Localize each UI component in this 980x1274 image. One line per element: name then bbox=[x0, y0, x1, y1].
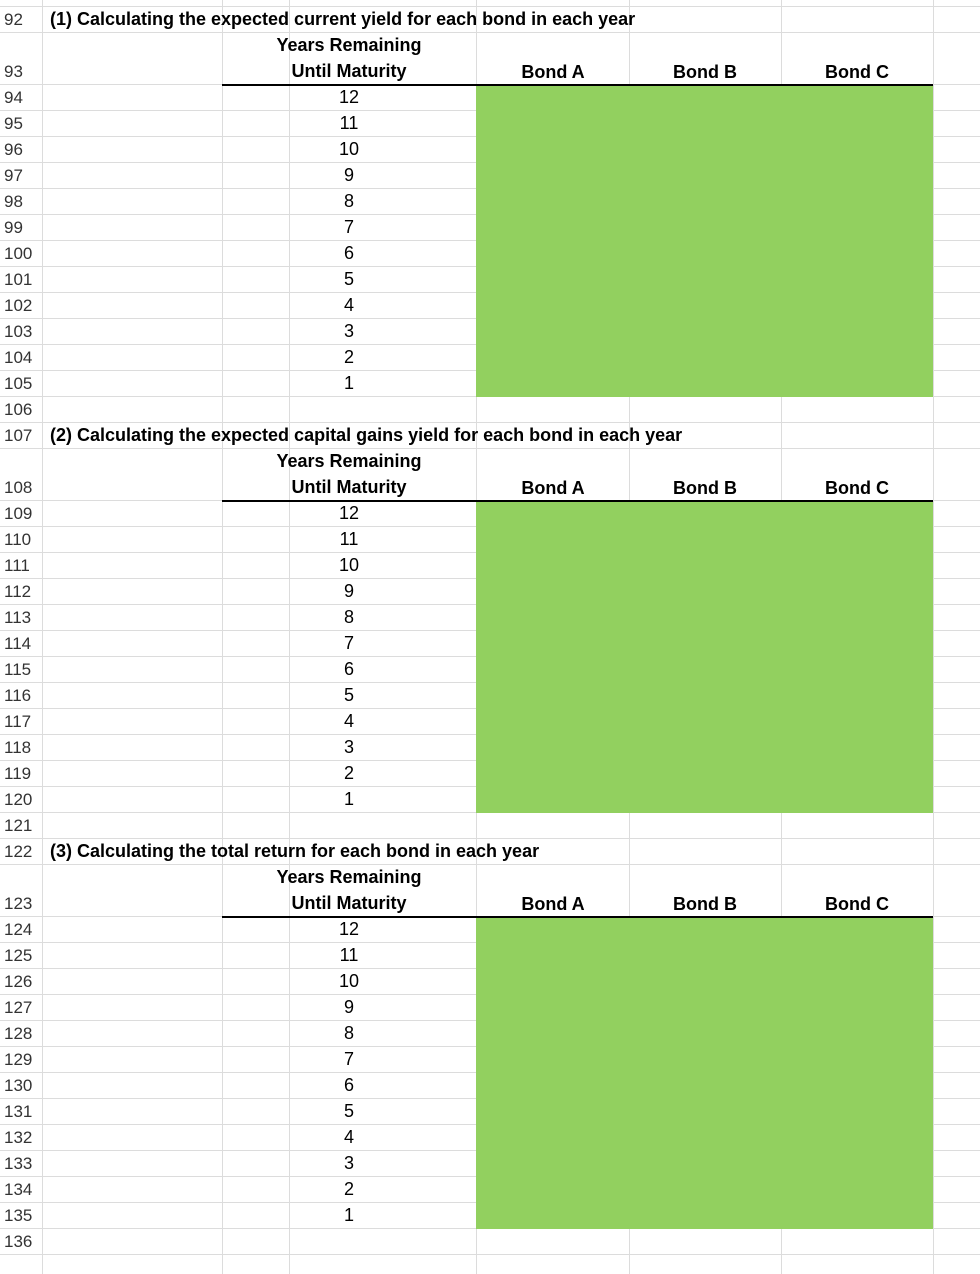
row-number[interactable]: 123 bbox=[4, 894, 33, 913]
row-number[interactable]: 107 bbox=[4, 426, 33, 445]
years-remaining-cell[interactable]: 2 bbox=[343, 763, 354, 783]
years-remaining-cell[interactable]: 5 bbox=[343, 1101, 354, 1121]
bond-input-range[interactable] bbox=[476, 86, 933, 397]
section-header-row bbox=[0, 33, 980, 85]
section-title[interactable]: (3) Calculating the total return for each bond in each year bbox=[50, 841, 540, 861]
bond-header-c[interactable]: Bond C bbox=[825, 62, 889, 82]
bond-header-c[interactable]: Bond C bbox=[825, 478, 889, 498]
row-number[interactable]: 97 bbox=[4, 166, 23, 185]
years-remaining-cell[interactable]: 9 bbox=[343, 165, 354, 185]
row-number[interactable]: 116 bbox=[4, 686, 32, 705]
row-number[interactable]: 118 bbox=[4, 738, 32, 757]
years-remaining-cell[interactable]: 11 bbox=[339, 945, 359, 965]
row-number[interactable]: 130 bbox=[4, 1076, 33, 1095]
row-number[interactable]: 94 bbox=[4, 88, 23, 107]
section-header-row bbox=[0, 865, 980, 917]
years-remaining-cell[interactable]: 12 bbox=[338, 503, 360, 523]
years-remaining-cell[interactable]: 10 bbox=[338, 971, 360, 991]
bond-header-c[interactable]: Bond C bbox=[825, 894, 889, 914]
row-number[interactable]: 98 bbox=[4, 192, 23, 211]
years-remaining-cell[interactable]: 8 bbox=[343, 607, 354, 627]
row-number[interactable]: 127 bbox=[4, 998, 33, 1017]
blank-row bbox=[0, 813, 980, 839]
bond-header-a[interactable]: Bond A bbox=[521, 894, 585, 914]
years-remaining-cell[interactable]: 1 bbox=[343, 373, 354, 393]
bond-header-b[interactable]: Bond B bbox=[673, 478, 737, 498]
row-number[interactable]: 100 bbox=[4, 244, 33, 263]
row-number[interactable]: 106 bbox=[4, 400, 33, 419]
row-number[interactable]: 115 bbox=[4, 660, 32, 679]
row-number[interactable]: 92 bbox=[4, 10, 23, 29]
row-number[interactable]: 131 bbox=[4, 1102, 33, 1121]
row-number[interactable]: 124 bbox=[4, 920, 33, 939]
years-remaining-cell[interactable]: 12 bbox=[338, 919, 360, 939]
years-remaining-cell[interactable]: 4 bbox=[343, 295, 354, 315]
row-number[interactable]: 109 bbox=[4, 504, 33, 523]
bond-header-b[interactable]: Bond B bbox=[673, 62, 737, 82]
years-remaining-cell[interactable]: 6 bbox=[343, 659, 354, 679]
years-remaining-header-line2[interactable]: Until Maturity bbox=[291, 61, 407, 81]
row-number[interactable]: 128 bbox=[4, 1024, 33, 1043]
blank-row bbox=[0, 397, 980, 423]
years-remaining-cell[interactable]: 1 bbox=[343, 789, 354, 809]
bond-header-a[interactable]: Bond A bbox=[521, 478, 585, 498]
row-number[interactable]: 117 bbox=[4, 712, 32, 731]
years-remaining-header-line1[interactable]: Years Remaining bbox=[276, 35, 422, 55]
years-remaining-cell[interactable]: 11 bbox=[339, 529, 359, 549]
years-remaining-cell[interactable]: 5 bbox=[343, 685, 354, 705]
years-remaining-cell[interactable]: 4 bbox=[343, 1127, 354, 1147]
years-remaining-cell[interactable]: 2 bbox=[343, 347, 354, 367]
years-remaining-cell[interactable]: 5 bbox=[343, 269, 354, 289]
row-number[interactable]: 119 bbox=[4, 764, 32, 783]
row-number[interactable]: 101 bbox=[4, 270, 33, 289]
row-number[interactable]: 110 bbox=[4, 530, 32, 549]
row-number[interactable]: 125 bbox=[4, 946, 33, 965]
row-number[interactable]: 122 bbox=[4, 842, 33, 861]
row-number[interactable]: 135 bbox=[4, 1206, 33, 1225]
section-title-row bbox=[0, 839, 980, 865]
row-number[interactable]: 102 bbox=[4, 296, 33, 315]
blank-row bbox=[0, 1229, 980, 1255]
row-number[interactable]: 136 bbox=[4, 1232, 33, 1251]
years-remaining-cell[interactable]: 7 bbox=[343, 1049, 354, 1069]
years-remaining-header-line2[interactable]: Until Maturity bbox=[291, 477, 407, 497]
years-remaining-cell[interactable]: 7 bbox=[343, 217, 354, 237]
row-number[interactable]: 120 bbox=[4, 790, 33, 809]
years-remaining-cell[interactable]: 8 bbox=[343, 1023, 354, 1043]
years-remaining-cell[interactable]: 6 bbox=[343, 1075, 354, 1095]
years-remaining-cell[interactable]: 9 bbox=[343, 581, 354, 601]
row-number[interactable]: 108 bbox=[4, 478, 33, 497]
years-remaining-header-line1[interactable]: Years Remaining bbox=[276, 451, 422, 471]
row-number[interactable]: 111 bbox=[4, 556, 30, 575]
years-remaining-header-line1[interactable]: Years Remaining bbox=[276, 867, 422, 887]
partial-row bbox=[0, 0, 980, 7]
years-remaining-cell[interactable]: 9 bbox=[343, 997, 354, 1017]
row-number[interactable]: 129 bbox=[4, 1050, 33, 1069]
section-title-row bbox=[0, 7, 980, 33]
row-number[interactable]: 132 bbox=[4, 1128, 33, 1147]
section-title[interactable]: (2) Calculating the expected capital gains yield for each bond in each year bbox=[50, 425, 683, 445]
years-remaining-cell[interactable]: 6 bbox=[343, 243, 354, 263]
years-remaining-cell[interactable]: 4 bbox=[343, 711, 354, 731]
row-number[interactable]: 126 bbox=[4, 972, 33, 991]
years-remaining-cell[interactable]: 11 bbox=[339, 113, 359, 133]
years-remaining-cell[interactable]: 10 bbox=[338, 139, 360, 159]
years-remaining-cell[interactable]: 3 bbox=[343, 1153, 354, 1173]
row-gridline bbox=[0, 1254, 980, 1255]
years-remaining-cell[interactable]: 3 bbox=[343, 321, 354, 341]
bond-input-range[interactable] bbox=[476, 918, 933, 1229]
row-number[interactable]: 104 bbox=[4, 348, 33, 367]
row-number[interactable]: 93 bbox=[4, 62, 23, 81]
years-remaining-cell[interactable]: 10 bbox=[338, 555, 360, 575]
section-title-row bbox=[0, 423, 980, 449]
row-number[interactable]: 114 bbox=[4, 634, 32, 653]
row-number[interactable]: 103 bbox=[4, 322, 33, 341]
bond-input-range[interactable] bbox=[476, 502, 933, 813]
section-title[interactable]: (1) Calculating the expected current yield for each bond in each year bbox=[50, 9, 636, 29]
years-remaining-cell[interactable]: 3 bbox=[343, 737, 354, 757]
row-number[interactable]: 113 bbox=[4, 608, 32, 627]
row-number[interactable]: 105 bbox=[4, 374, 33, 393]
years-remaining-cell[interactable]: 7 bbox=[343, 633, 354, 653]
section-header-row bbox=[0, 449, 980, 501]
years-remaining-cell[interactable]: 12 bbox=[338, 87, 360, 107]
row-number[interactable]: 134 bbox=[4, 1180, 33, 1199]
bond-header-b[interactable]: Bond B bbox=[673, 894, 737, 914]
years-remaining-cell[interactable]: 1 bbox=[343, 1205, 354, 1225]
bond-header-a[interactable]: Bond A bbox=[521, 62, 585, 82]
years-remaining-header-line2[interactable]: Until Maturity bbox=[291, 893, 407, 913]
years-remaining-cell[interactable]: 8 bbox=[343, 191, 354, 211]
row-number[interactable]: 112 bbox=[4, 582, 32, 601]
row-number[interactable]: 133 bbox=[4, 1154, 33, 1173]
row-number[interactable]: 121 bbox=[4, 816, 33, 835]
years-remaining-cell[interactable]: 2 bbox=[343, 1179, 354, 1199]
row-number[interactable]: 99 bbox=[4, 218, 23, 237]
row-number[interactable]: 96 bbox=[4, 140, 23, 159]
row-number[interactable]: 95 bbox=[4, 114, 23, 133]
